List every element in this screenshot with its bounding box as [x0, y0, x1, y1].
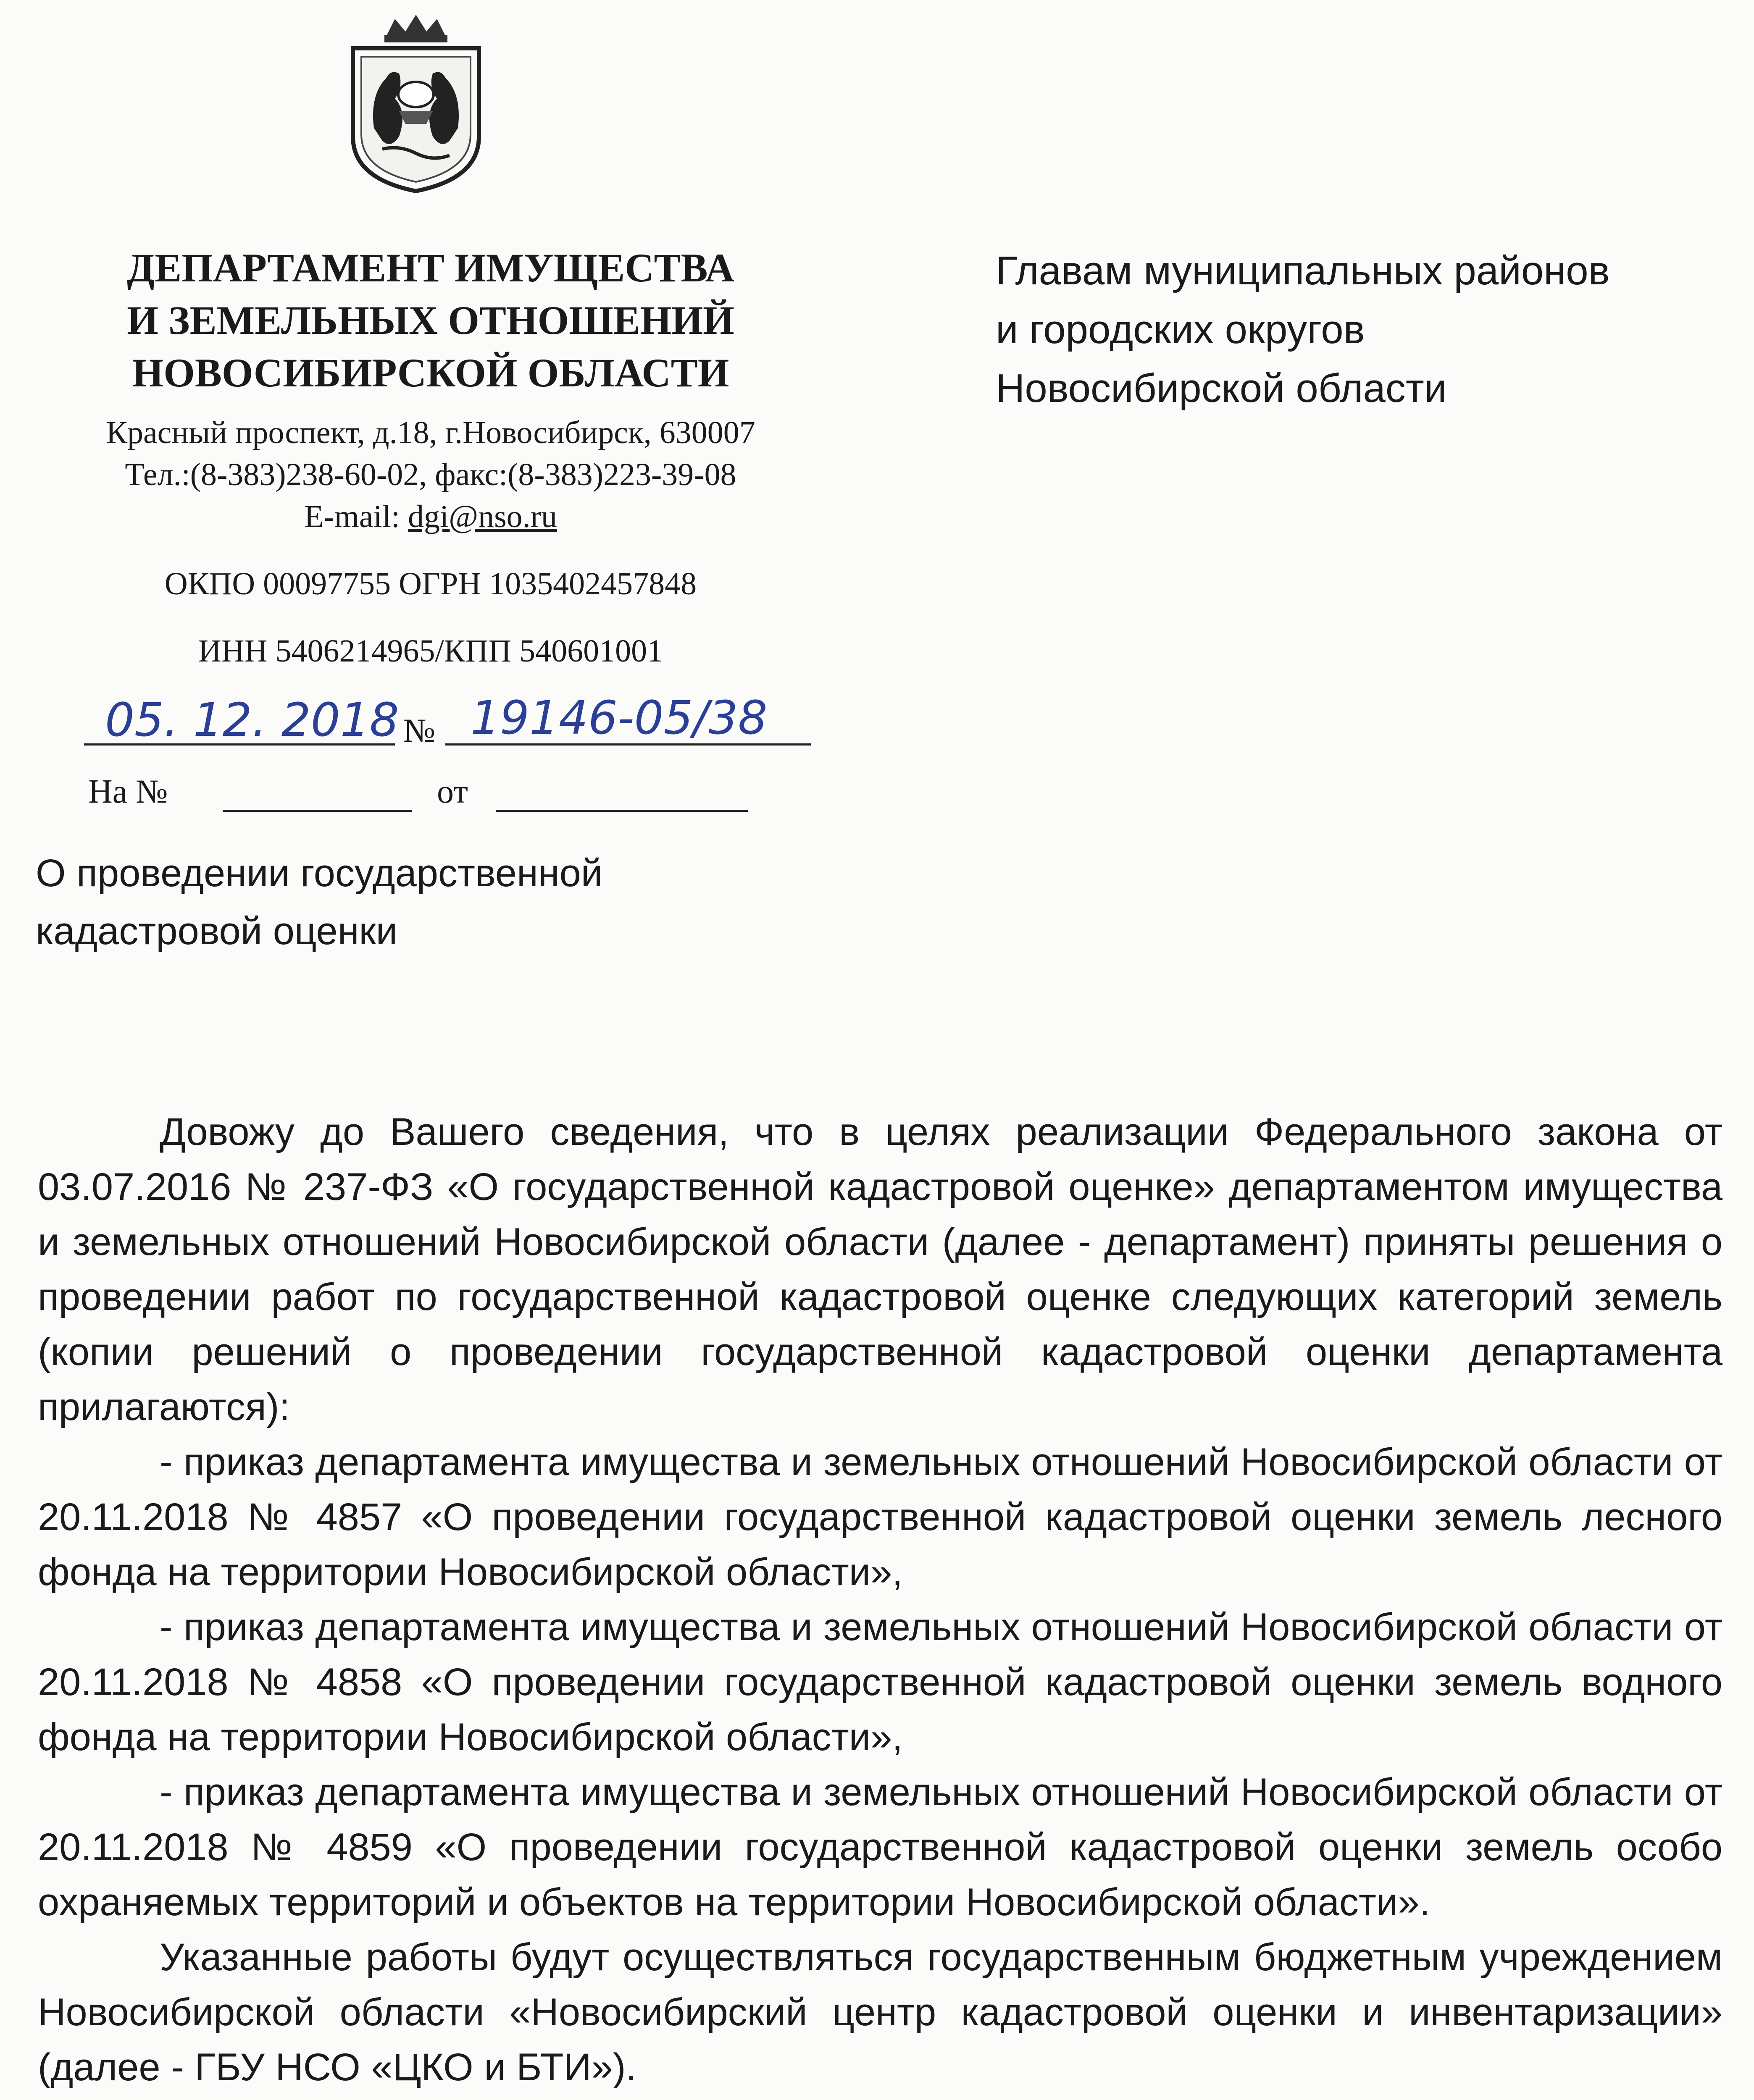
body-order-item-3: - приказ департамента имущества и земельных отношений Новосибирской области от 20.11.2018 № 4859 «О проведении государственной кадастровой оценки земель особо охраняемых территорий и объектов на территории Новосибирской области». [38, 1771, 1722, 1924]
body-order-item-2: - приказ департамента имущества и земельных отношений Новосибирской области от 20.11.2018 № 4858 «О проведении государственной кадастровой оценки земель водного фонда на территории Новосибирской области», [38, 1606, 1722, 1759]
registration-date-underline [84, 743, 395, 746]
reference-date-blank [496, 810, 748, 812]
registration-number-sign: № [403, 712, 436, 749]
addressee-line-1: Главам муниципальных районов [996, 248, 1610, 293]
okpo-ogrn-codes: ОКПО 00097755 ОГРН 1035402457848 [164, 566, 697, 601]
body-paragraph-executor: Указанные работы будут осуществляться государственным бюджетным учреждением Новосибирской области «Новосибирский центр кадастровой оценки и инвентаризации» (далее - ГБУ НСО «ЦКО и БТИ»). [38, 1936, 1722, 2089]
email-label: E-mail: [304, 499, 408, 534]
letter-body [38, 1105, 1722, 2100]
department-address: Красный проспект, д.18, г.Новосибирск, 630007 [106, 415, 755, 450]
coat-of-arms-emblem [336, 10, 496, 195]
addressee-line-2: и городских округов [996, 307, 1365, 352]
inn-kpp-codes: ИНН 5406214965/КПП 540601001 [198, 633, 663, 669]
department-phone-fax: Тел.:(8-383)238-60-02, факс:(8-383)223-39-08 [125, 457, 736, 492]
department-name-line-2: И ЗЕМЕЛЬНЫХ ОТНОШЕНИЙ [127, 298, 734, 343]
letter-subject [36, 844, 792, 960]
reference-number-blank [223, 810, 412, 812]
body-order-item-1: - приказ департамента имущества и земельных отношений Новосибирской области от 20.11.2018 № 4857 «О проведении государственной кадастровой оценки земель лесного фонда на территории Новосибирской области», [38, 1441, 1722, 1593]
reference-date-label: от [437, 773, 468, 810]
registration-date: 05. 12. 2018 [105, 693, 399, 747]
body-paragraph-intro: Довожу до Вашего сведения, что в целях реализации Федерального закона от 03.07.2016 № 237-ФЗ «О государственной кадастровой оценке» департаментом имущества и земельных отношений Новосибирской области (далее - департамент) приняты решения о проведении работ по государственной кадастровой оценке следующих категорий земель (копии решений о проведении государственной кадастровой оценки департамента прилагаются): [38, 1110, 1722, 1428]
department-email-line [25, 496, 836, 538]
email-link[interactable]: dgi@nso.ru [408, 499, 557, 534]
reference-line [88, 773, 802, 819]
department-name-line-3: НОВОСИБИРСКОЙ ОБЛАСТИ [132, 350, 729, 395]
letter-addressee [996, 242, 1731, 418]
registration-line [84, 689, 819, 752]
reference-number-label: На № [88, 773, 168, 810]
department-name-line-1: ДЕПАРТАМЕНТ ИМУЩЕСТВА [127, 245, 734, 290]
registration-number: 19146-05/38 [471, 691, 768, 745]
department-name [25, 242, 836, 399]
registration-number-underline [445, 743, 811, 746]
subject-line-2: кадастровой оценки [36, 910, 398, 953]
subject-line-1: О проведении государственной [36, 852, 603, 895]
department-contacts [25, 412, 836, 538]
addressee-line-3: Новосибирской области [996, 366, 1447, 411]
body-paragraph-declarations [38, 2095, 1722, 2100]
